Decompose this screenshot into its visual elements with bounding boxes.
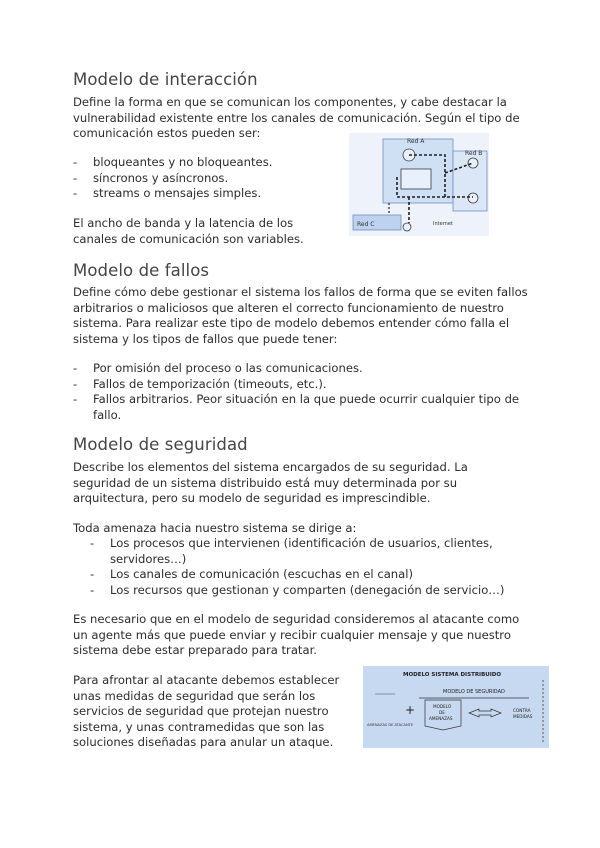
- figure1-label-top: Red A: [407, 138, 425, 145]
- section-title-interaccion: Modelo de interacción: [73, 70, 258, 89]
- seguridad-p2: Toda amenaza hacia nuestro sistema se dirige a:: [73, 521, 357, 535]
- list-item: - Por omisión del proceso o las comunicaciones.: [73, 361, 528, 377]
- figure1-label-right: Red B: [465, 150, 483, 157]
- svg-text:MODELO: MODELO: [433, 704, 452, 709]
- list-item: - Fallos arbitrarios. Peor situación en la que puede ocurrir cualquier tipo de fallo.: [73, 392, 528, 423]
- list-item: - Fallos de temporización (timeouts, etc.).: [73, 377, 528, 393]
- network-diagram-figure: [349, 133, 489, 236]
- list-item: - Los recursos que gestionan y comparten (denegación de servicio…): [90, 583, 520, 599]
- node-circle: [468, 158, 478, 168]
- figure2-plus: +: [405, 703, 416, 717]
- list-item: - Los canales de comunicación (escuchas en el canal): [90, 567, 520, 583]
- list-item: - síncronos y asíncronos.: [73, 171, 333, 187]
- seguridad-p3: Es necesario que en el modelo de seguridad consideremos al atacante como un agente más que puede enviar y recibir cualquier mensaje y que nuestro sistema debe estar preparado para tratar.: [73, 612, 520, 657]
- figure2-subtitle: MODELO DE SEGURIDAD: [443, 689, 505, 695]
- figure2-left-label: AMENAZAS DE ATACANTE: [367, 723, 414, 727]
- interaccion-intro: Define la forma en que se comunican los componentes, y cabe destacar la vulnerabilidad existente entre los canales de comunicación. Según el tipo de comunicación estos pueden ser:: [73, 95, 520, 140]
- figure2-title: MODELO SISTEMA DISTRIBUIDO: [403, 672, 502, 678]
- list-item: - Los procesos que intervienen (identificación de usuarios, clientes, servidores…): [90, 536, 520, 567]
- section-title-fallos: Modelo de fallos: [73, 261, 210, 280]
- fallos-list: [73, 361, 528, 423]
- figure1-label-bottom: Internet: [433, 221, 453, 227]
- security-model-figure: [363, 666, 549, 748]
- node-box: [401, 169, 431, 189]
- figure1-label-bottom-left: Red C: [357, 221, 375, 228]
- svg-text:CONTRA: CONTRA: [513, 708, 531, 713]
- section-title-seguridad: Modelo de seguridad: [73, 435, 248, 454]
- svg-text:AMENAZAS: AMENAZAS: [429, 716, 453, 721]
- node-circle: [403, 223, 411, 231]
- interaccion-closing: El ancho de banda y la latencia de los canales de comunicación son variables.: [73, 216, 304, 246]
- seguridad-p4: Para afrontar al atacante debemos establecer unas medidas de seguridad que serán los servicios de seguridad que protejan nuestro sistema, y unas contramedidas que son las soluciones diseñadas para anular un ataque.: [73, 673, 340, 749]
- node-circle: [468, 193, 478, 203]
- interaccion-list: [73, 155, 333, 202]
- svg-text:DE: DE: [439, 710, 445, 715]
- fallos-intro: Define cómo debe gestionar el sistema los fallos de forma que se eviten fallos arbitrarios o maliciosos que alteren el correcto funcionamiento de nuestro sistema. Para realizar este tipo de modelo debemos entender cómo falla el sistema y los tipos de fallos que puede tener:: [73, 285, 528, 346]
- svg-text:MEDIDAS: MEDIDAS: [513, 714, 533, 719]
- list-item: - bloqueantes y no bloqueantes.: [73, 155, 333, 171]
- seguridad-p1: Describe los elementos del sistema encargados de su seguridad. La seguridad de un sistema distribuido está muy determinada por su arquitectura, pero su modelo de seguridad es imprescindible.: [73, 460, 468, 505]
- list-item: - streams o mensajes simples.: [73, 186, 333, 202]
- double-arrow-icon: [469, 709, 501, 717]
- seguridad-list: [90, 536, 520, 598]
